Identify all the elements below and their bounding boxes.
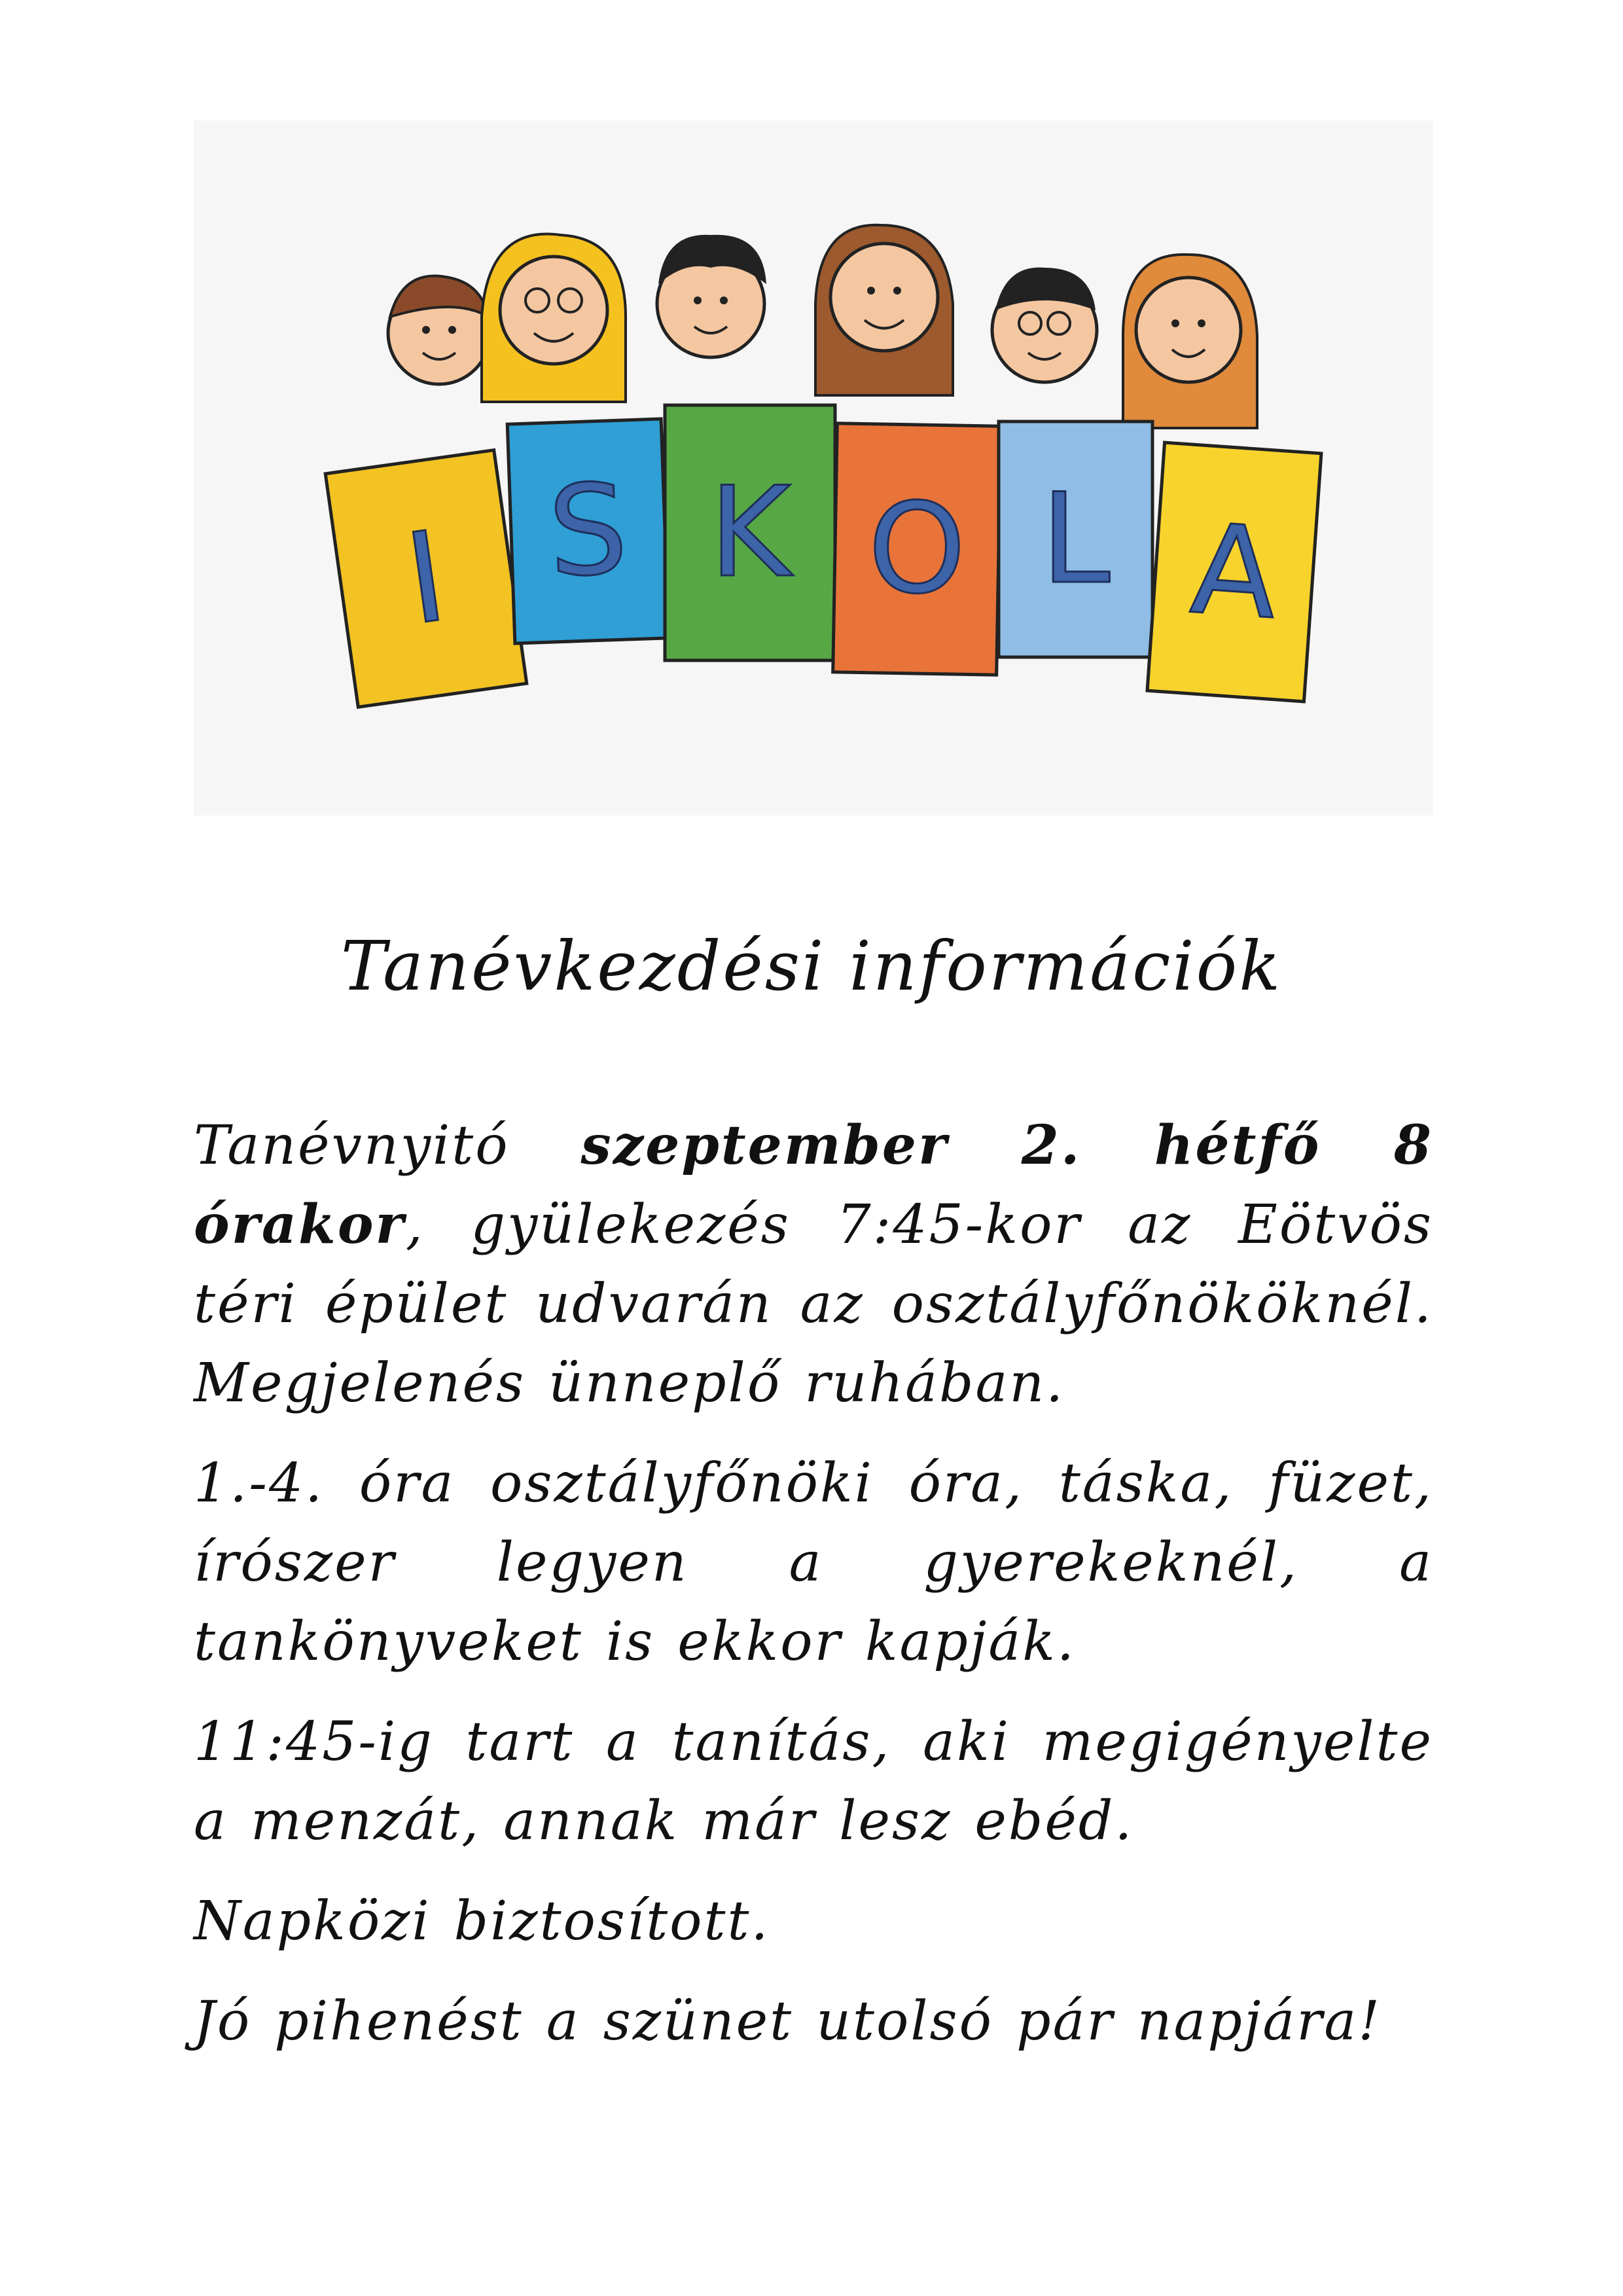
child-figure-4 — [815, 225, 953, 395]
child-figure-2 — [482, 234, 626, 402]
opening-details: , gyülekezés 7:45-kor az Eötvös téri épület udvarán az osztályfőnököknél. Megjelenés ünneplő ruhában. — [194, 1194, 1433, 1414]
paragraph-opening — [194, 1106, 1433, 1423]
opening-prefix: Tanévnyitó — [194, 1115, 581, 1177]
letter-card-o — [833, 423, 1001, 675]
letter-card-glyph: A — [1186, 496, 1282, 647]
letter-card-glyph: S — [546, 457, 630, 605]
letter-card-l — [999, 422, 1152, 657]
paragraph-first-lessons: 1.-4. óra osztályfőnöki óra, táska, füzet, írószer legyen a gyerekeknél, a tankönyveket is ekkor kapják. — [194, 1452, 1433, 1673]
letter-card-i — [325, 450, 527, 708]
opening-date-time: szeptember 2. hétfő 8 órakor — [194, 1114, 1433, 1256]
letter-card-glyph: I — [397, 504, 455, 653]
letter-card-a — [1147, 442, 1321, 702]
letter-card-glyph: O — [866, 475, 967, 622]
letter-card-glyph: K — [709, 460, 791, 605]
page-title: Tanévkezdési információk — [340, 926, 1283, 1006]
paragraph-closing-wish: Jó pihenést a szünet utolsó pár napjára! — [194, 1990, 1382, 2053]
child-figure-1 — [388, 276, 490, 385]
child-figure-6 — [1123, 255, 1257, 428]
letter-card-k — [665, 405, 835, 660]
school-banner-image — [194, 120, 1433, 816]
child-figure-5 — [992, 268, 1097, 382]
paragraph-teaching-hours: 11:45-ig tart a tanítás, aki megigényelte a menzát, annak már lesz ebéd. — [194, 1711, 1433, 1852]
letter-card-glyph: L — [1041, 467, 1111, 611]
letter-card-s — [507, 419, 669, 643]
announcement-body — [194, 1106, 1433, 2082]
child-figure-3 — [657, 235, 766, 357]
paragraph-daycare: Napközi biztosított. — [194, 1890, 770, 1952]
